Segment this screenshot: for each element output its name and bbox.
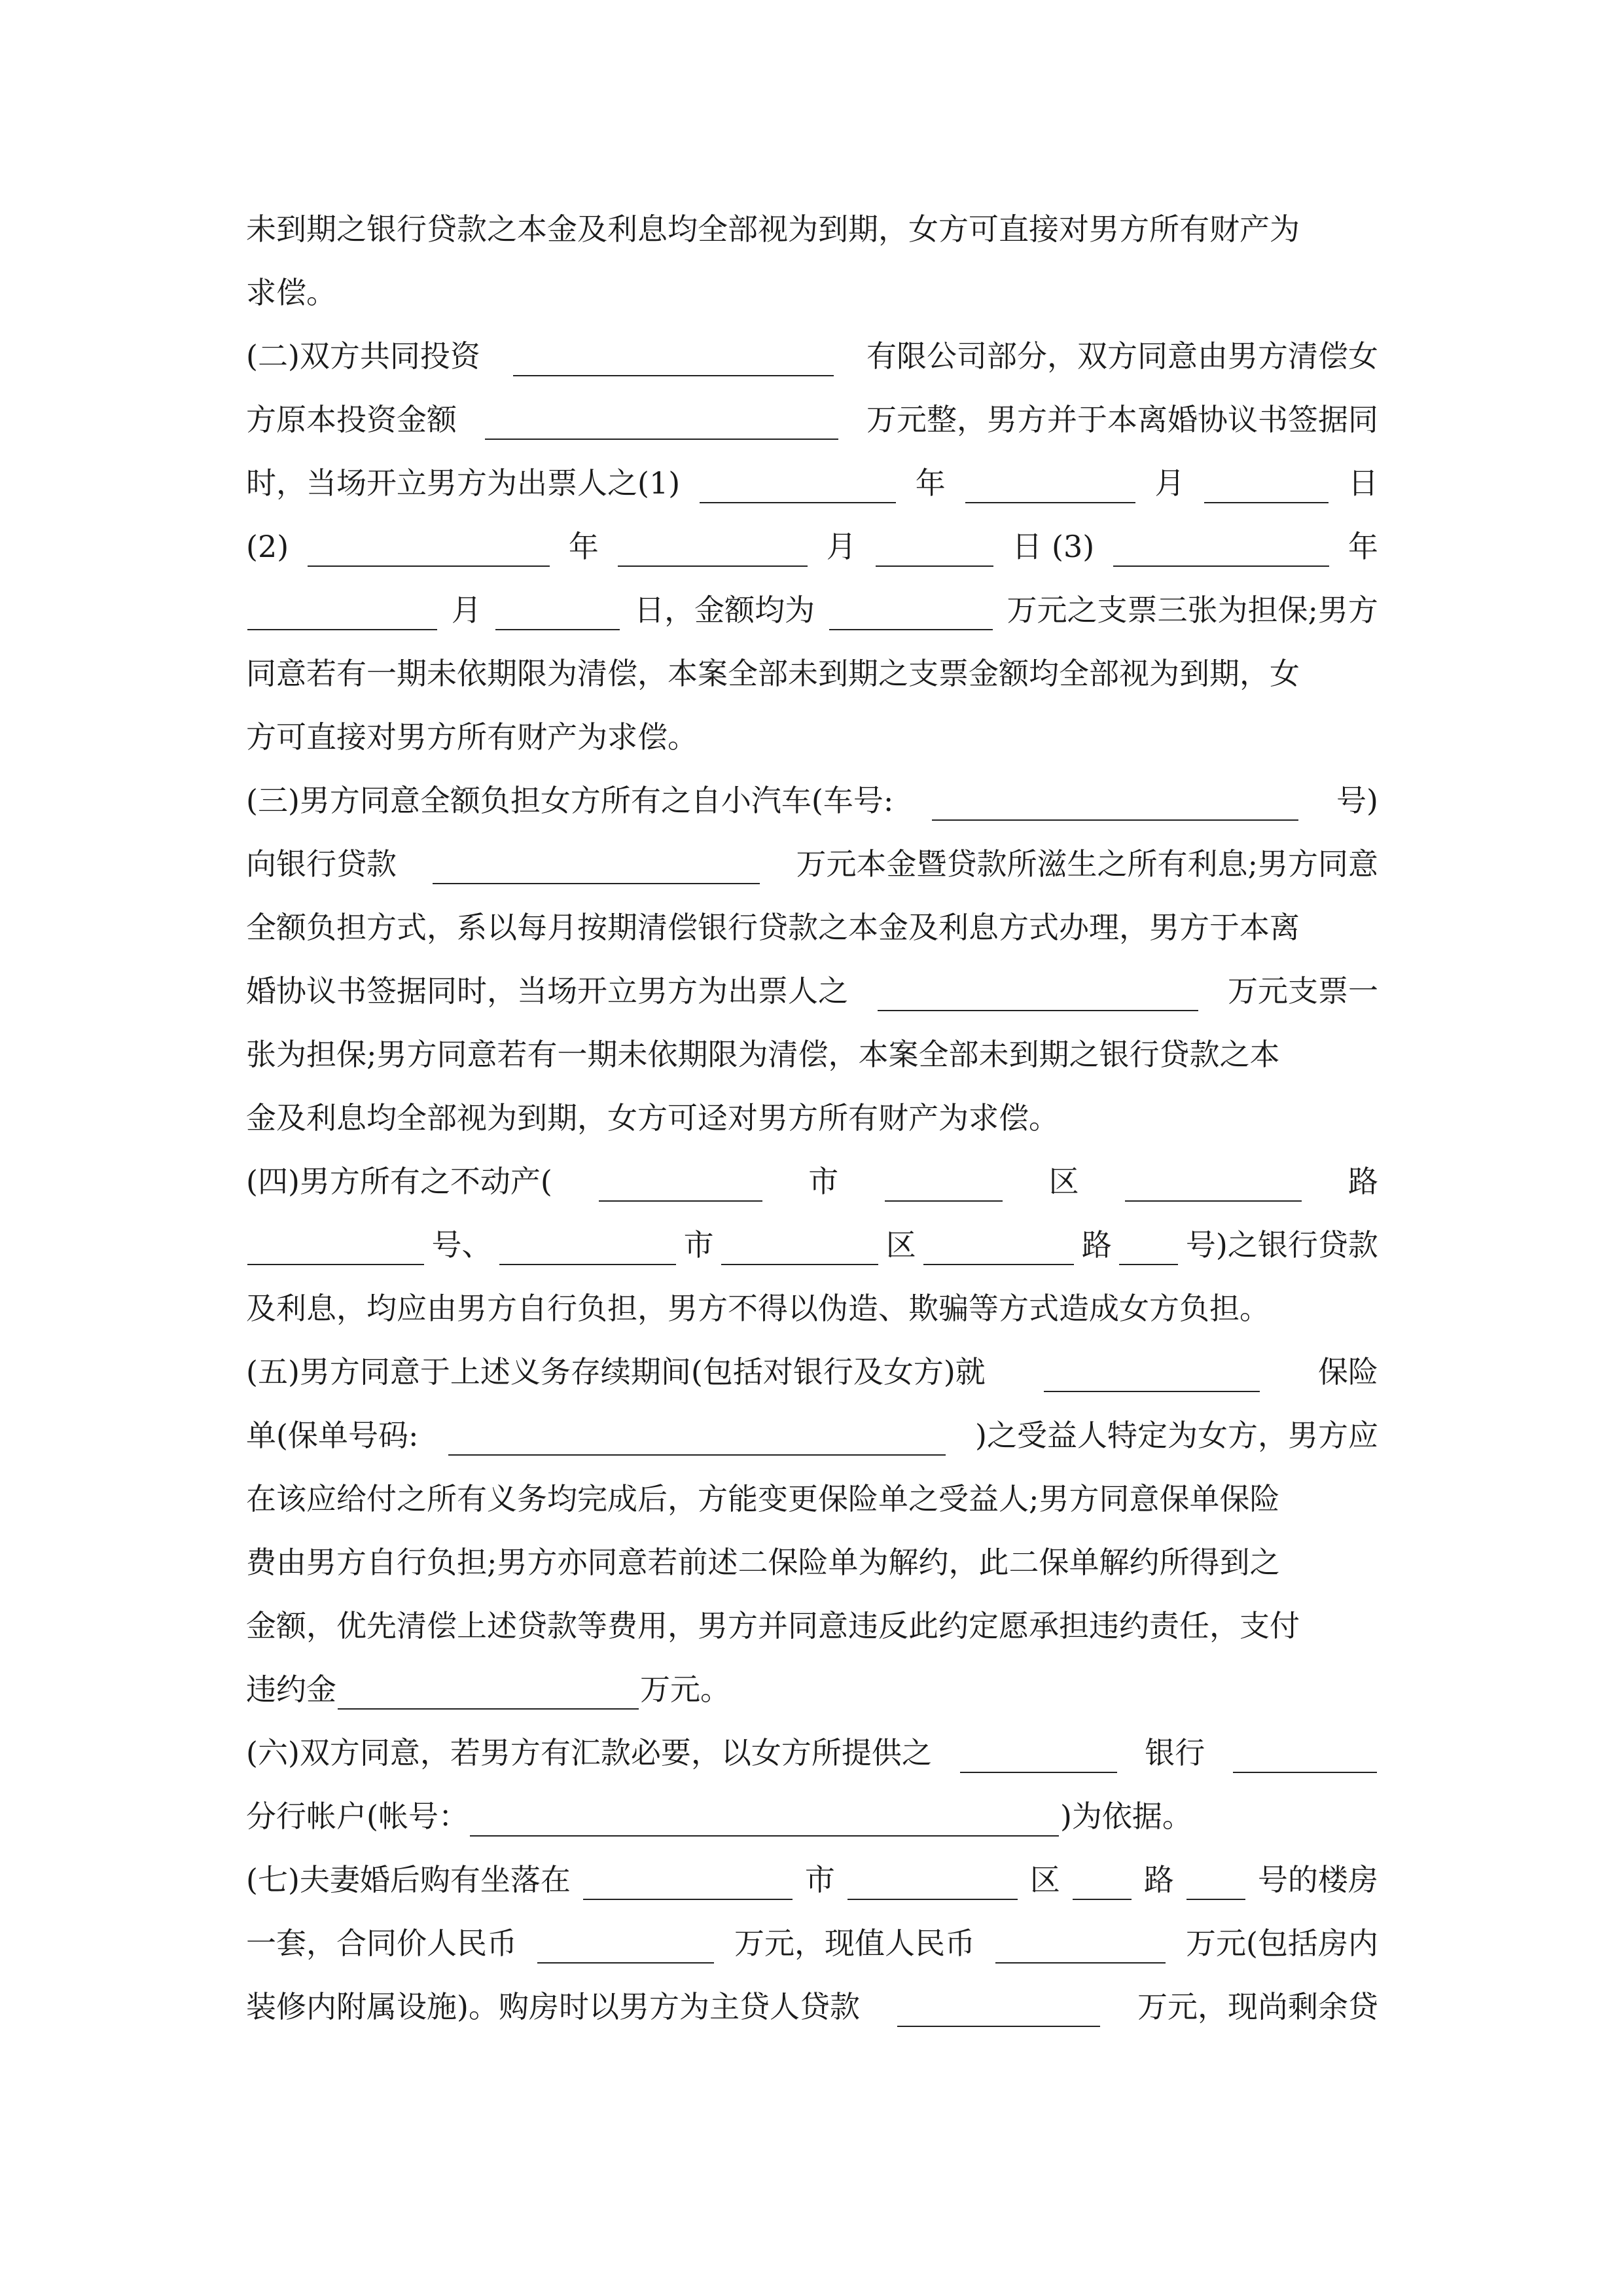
text-line: [246, 1086, 1378, 1150]
text-segment: 年: [915, 465, 946, 501]
text-segment: 区: [1048, 1164, 1079, 1199]
text-segment: 年: [568, 529, 599, 564]
text-segment: 在该应给付之所有义务均完成后，方能变更保险单之受益人;男方同意保单保险: [246, 1481, 1280, 1516]
fill-in-blank: [1125, 1170, 1302, 1202]
text-segment: 万元之支票三张为担保;男方: [1007, 592, 1378, 628]
text-segment: 金及利息均全部视为到期，女方可迳对男方所有财产为求偿。: [246, 1100, 1059, 1136]
fill-in-blank: [960, 1742, 1117, 1773]
fill-in-blank: [599, 1170, 762, 1202]
text-line: [246, 1594, 1378, 1658]
fill-in-blank: [495, 599, 620, 630]
text-line: [246, 769, 1378, 833]
text-segment: 违约金: [246, 1672, 336, 1707]
text-segment: 日，金额均为: [634, 592, 815, 628]
fill-in-blank: [829, 599, 993, 630]
text-segment: 号、: [431, 1227, 492, 1263]
text-segment: 单(保单号码:: [246, 1418, 419, 1453]
text-line: [246, 1848, 1378, 1912]
text-segment: 路: [1347, 1164, 1378, 1199]
fill-in-blank: [513, 345, 834, 376]
text-line: [246, 1213, 1378, 1277]
fill-in-blank: [470, 1805, 1059, 1837]
text-segment: (四)男方所有之不动产(: [246, 1164, 552, 1199]
fill-in-blank: [433, 853, 760, 884]
text-line: [246, 833, 1378, 896]
text-segment: 保险: [1317, 1354, 1378, 1390]
text-segment: 万元本金暨贷款所滋生之所有利息;男方同意: [796, 846, 1378, 882]
fill-in-blank: [847, 1869, 1018, 1900]
fill-in-blank: [885, 1170, 1003, 1202]
fill-in-blank: [448, 1424, 946, 1456]
fill-in-blank: [485, 408, 838, 440]
text-segment: 区: [885, 1227, 916, 1263]
text-line: [246, 198, 1378, 261]
text-segment: 月: [451, 592, 482, 628]
text-segment: 方可直接对男方所有财产为求偿。: [246, 719, 698, 755]
text-segment: 市: [804, 1862, 835, 1897]
text-segment: 万元。: [640, 1672, 730, 1707]
text-segment: 向银行贷款: [246, 846, 397, 882]
text-segment: 月: [1154, 465, 1185, 501]
fill-in-blank: [1044, 1361, 1260, 1392]
fill-in-blank: [1186, 1869, 1245, 1900]
fill-in-blank: [537, 1932, 714, 1964]
fill-in-blank: [876, 535, 993, 567]
fill-in-blank: [965, 472, 1135, 503]
text-segment: 年: [1347, 529, 1378, 564]
text-segment: 有限公司部分，双方同意由男方清偿女: [866, 338, 1378, 374]
fill-in-blank: [721, 1234, 878, 1265]
agreement-body-text: [246, 198, 1378, 2039]
text-segment: (二)双方共同投资: [246, 338, 480, 374]
text-segment: 号的楼房: [1257, 1862, 1378, 1897]
text-segment: 号): [1336, 783, 1378, 818]
text-line: [246, 1404, 1378, 1467]
fill-in-blank: [499, 1234, 676, 1265]
fill-in-blank: [700, 472, 896, 503]
text-segment: 月: [826, 529, 857, 564]
text-line: [246, 960, 1378, 1023]
fill-in-blank: [247, 599, 437, 630]
text-segment: 全额负担方式，系以每月按期清偿银行贷款之本金及利息方式办理，男方于本离: [246, 910, 1300, 945]
fill-in-blank: [1119, 1234, 1178, 1265]
text-segment: (三)男方同意全额负担女方所有之自小汽车(车号:: [246, 783, 894, 818]
fill-in-blank: [878, 980, 1198, 1011]
fill-in-blank: [1113, 535, 1329, 567]
text-segment: 一套，合同价人民币: [246, 1926, 517, 1961]
text-segment: 及利息，均应由男方自行负担，男方不得以伪造、欺骗等方式造成女方负担。: [246, 1291, 1270, 1326]
text-segment: (五)男方同意于上述义务存续期间(包括对银行及女方)就: [246, 1354, 986, 1390]
text-segment: 装修内附属设施)。购房时以男方为主贷人贷款: [246, 1989, 860, 2024]
fill-in-blank: [1233, 1742, 1377, 1773]
text-line: [246, 261, 1378, 325]
text-segment: 路: [1143, 1862, 1174, 1897]
text-segment: 万元支票一: [1228, 973, 1378, 1009]
text-line: [246, 1467, 1378, 1531]
fill-in-blank: [308, 535, 550, 567]
text-segment: 市: [808, 1164, 839, 1199]
text-line: [246, 896, 1378, 960]
text-line: [246, 642, 1378, 706]
text-line: [246, 706, 1378, 769]
fill-in-blank: [1204, 472, 1329, 503]
text-segment: (2): [246, 529, 289, 564]
text-segment: 时，当场开立男方为出票人之(1): [246, 465, 681, 501]
text-segment: 方原本投资金额: [246, 402, 457, 437]
text-segment: )为依据。: [1060, 1799, 1192, 1834]
text-segment: (七)夫妻婚后购有坐落在: [246, 1862, 571, 1897]
fill-in-blank: [923, 1234, 1074, 1265]
text-line: [246, 515, 1378, 579]
text-line: [246, 1340, 1378, 1404]
text-segment: 万元(包括房内: [1186, 1926, 1378, 1961]
text-line: [246, 579, 1378, 642]
text-segment: 万元整，男方并于本离婚协议书签据同: [866, 402, 1378, 437]
text-segment: )之受益人特定为女方，男方应: [975, 1418, 1378, 1453]
fill-in-blank: [897, 1996, 1100, 2027]
fill-in-blank: [618, 535, 808, 567]
text-segment: 金额，优先清偿上述贷款等费用，男方并同意违反此约定愿承担违约责任，支付: [246, 1608, 1300, 1643]
text-segment: 费由男方自行负担;男方亦同意若前述二保险单为解约，此二保单解约所得到之: [246, 1545, 1280, 1580]
text-segment: 万元，现值人民币: [734, 1926, 975, 1961]
text-segment: 市: [683, 1227, 714, 1263]
text-segment: 未到期之银行贷款之本金及利息均全部视为到期，女方可直接对男方所有财产为: [246, 211, 1300, 247]
fill-in-blank: [583, 1869, 793, 1900]
fill-in-blank: [995, 1932, 1166, 1964]
text-segment: 银行: [1145, 1735, 1205, 1770]
fill-in-blank: [932, 789, 1298, 821]
text-segment: 万元，现尚剩余贷: [1137, 1989, 1378, 2024]
text-segment: 分行帐户(帐号：: [246, 1799, 469, 1834]
text-line: [246, 1531, 1378, 1594]
text-line: [246, 1975, 1378, 2039]
text-segment: 日 (3): [1012, 529, 1095, 564]
text-segment: 号)之银行贷款: [1185, 1227, 1378, 1263]
text-line: [246, 1658, 1378, 1721]
text-line: [246, 1023, 1378, 1086]
text-segment: 路: [1081, 1227, 1112, 1263]
text-line: [246, 325, 1378, 388]
text-segment: 同意若有一期未依期限为清偿，本案全部未到期之支票金额均全部视为到期，女: [246, 656, 1300, 691]
text-line: [246, 388, 1378, 452]
text-line: [246, 1277, 1378, 1340]
text-segment: (六)双方同意，若男方有汇款必要，以女方所提供之: [246, 1735, 932, 1770]
text-line: [246, 1150, 1378, 1213]
fill-in-blank: [1073, 1869, 1132, 1900]
text-line: [246, 1721, 1378, 1785]
fill-in-blank: [247, 1234, 424, 1265]
text-line: [246, 1912, 1378, 1975]
text-segment: 日: [1347, 465, 1378, 501]
text-line: [246, 1785, 1378, 1848]
text-segment: 张为担保;男方同意若有一期未依期限为清偿，本案全部未到期之银行贷款之本: [246, 1037, 1280, 1072]
text-segment: 求偿。: [246, 275, 336, 310]
text-segment: 区: [1029, 1862, 1060, 1897]
text-line: [246, 452, 1378, 515]
text-segment: 婚协议书签据同时，当场开立男方为出票人之: [246, 973, 848, 1009]
fill-in-blank: [338, 1678, 639, 1710]
